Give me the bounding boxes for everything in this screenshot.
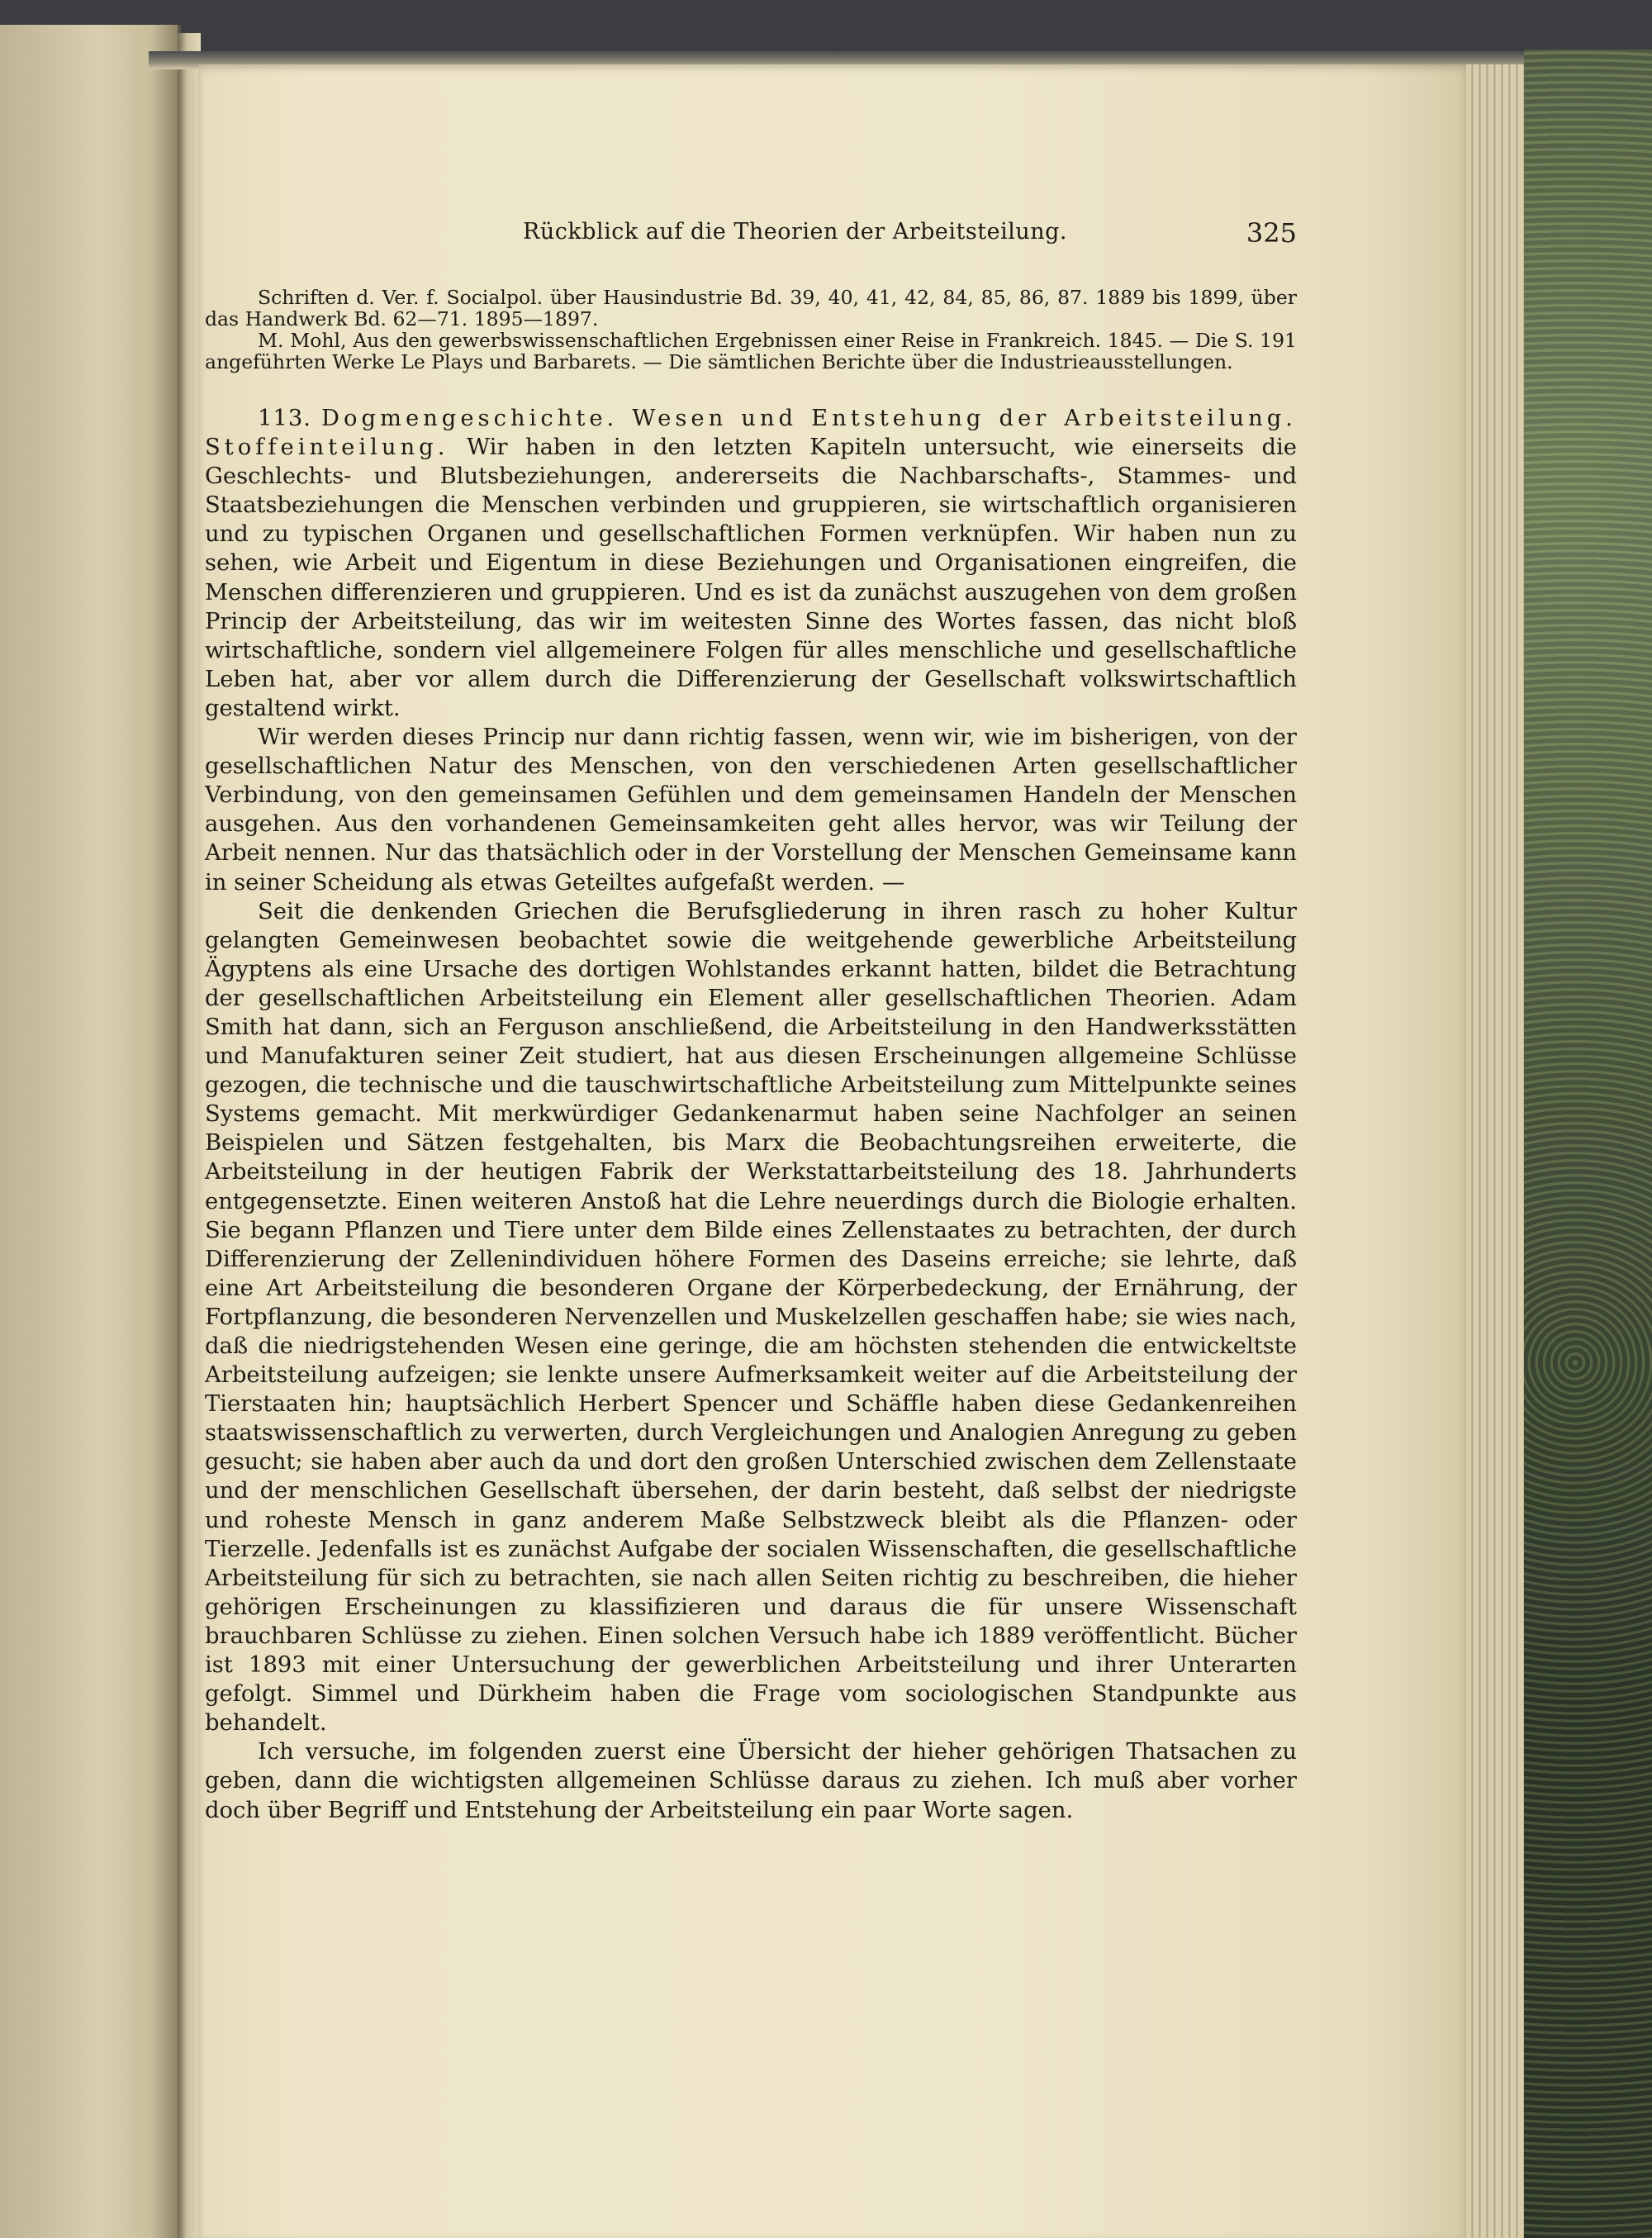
reference-entry: M. Mohl, Aus den gewerbswissenschaftlichen Ergebnissen einer Reise in Frankreich. 1845. — Die S. 191 angeführten Werke Le Plays und Barbarets. — Die sämtlichen Berichte über die Industrieausstellungen.	[205, 329, 1297, 373]
running-head: Rückblick auf die Theorien der Arbeitsteilung.	[523, 219, 1067, 245]
page-content	[205, 219, 1297, 1825]
page-stack-edge	[1466, 64, 1524, 2238]
body-paragraph: Ich versuche, im folgenden zuerst eine Übersicht der hieher gehörigen Thatsachen zu geben, dann die wichtigsten allgemeinen Schlüsse daraus zu ziehen. Ich muß aber vorher doch über Begriff und Entstehung der Arbeitsteilung ein paar Worte sagen.	[205, 1739, 1297, 1823]
reference-entry: Schriften d. Ver. f. Socialpol. über Hausindustrie Bd. 39, 40, 41, 42, 84, 85, 86, 87. 1889 bis 1899, über das Handwerk Bd. 62—71. 1895—1897.	[205, 286, 1297, 330]
marbled-cover	[1524, 50, 1652, 2238]
section-lead: Wir haben in den letzten Kapiteln untersucht, wie einerseits die Geschlechts- und Blutsbeziehungen, andererseits die Nachbarschafts-, Stammes- und Staatsbeziehungen die Menschen verbinden und gruppieren, sie wirtschaftlich organisieren und zu typischen Organen und gesellschaftlichen Formen verknüpfen. Wir haben nun zu sehen, wie Arbeit und Eigentum in diese Beziehungen und Organisationen eingreifen, die Menschen differenzieren und gruppieren. Und es ist da zunächst auszugehen von dem großen Princip der Arbeitsteilung, das wir im weitesten Sinne des Wortes fassen, das nicht bloß wirtschaftliche, sondern viel allgemeinere Folgen für alles menschliche und gesellschaftliche Leben hat, aber vor allem durch die Differenzierung der Gesellschaft volkswirtschaftlich gestaltend wirkt.	[205, 435, 1297, 721]
section-paragraph	[205, 404, 1297, 723]
left-page-edge	[0, 25, 181, 2238]
body-paragraph: Seit die denkenden Griechen die Berufsgliederung in ihren rasch zu hoher Kultur gelangten Gemeinwesen beobachtet sowie die weitgehende gewerbliche Arbeitsteilung Ägyptens als eine Ursache des dortigen Wohlstandes erkannt hatten, bildet die Betrachtung der gesellschaftlichen Arbeitsteilung ein Element aller gesellschaftlichen Theorien. Adam Smith hat dann, sich an Ferguson anschließend, die Arbeitsteilung in den Handwerksstätten und Manufakturen seiner Zeit studiert, hat aus diesen Erscheinungen allgemeine Schlüsse gezogen, die technische und die tauschwirtschaftliche Arbeitsteilung zum Mittelpunkte seines Systems gemacht. Mit merkwürdiger Gedankenarmut haben seine Nachfolger an seinen Beispielen und Sätzen festgehalten, bis Marx die Beobachtungsreihen erweiterte, die Arbeitsteilung in der heutigen Fabrik der Werkstattarbeitsteilung des 18. Jahrhunderts entgegensetzte. Einen weiteren Anstoß hat die Lehre neuerdings durch die Biologie erhalten. Sie begann Pflanzen und Tiere unter dem Bilde eines Zellenstaates zu betrachten, der durch Differenzierung der Zellenindividuen höhere Formen des Daseins erreiche; sie lehrte, daß eine Art Arbeitsteilung die besonderen Organe der Körperbedeckung, der Ernährung, der Fortpflanzung, die besonderen Nervenzellen und Muskelzellen geschaffen habe; sie wies nach, daß die niedrigstehenden Wesen eine geringe, die am höchsten stehenden die entwickeltste Arbeitsteilung aufzeigen; sie lenkte unsere Aufmerksamkeit weiter auf die Arbeitsteilung der Tierstaaten hin; hauptsächlich Herbert Spencer und Schäffle haben diese Gedankenreihen staatswissenschaftlich zu verwerten, durch Vergleichungen und Analogien Anregung zu geben gesucht; sie haben aber auch da und dort den großen Unterschied zwischen dem Zellenstaate und der menschlichen Gesellschaft übersehen, der darin besteht, daß selbst der niedrigste und roheste Mensch in ganz anderem Maße Selbstzweck bleibt als die Pflanzen- oder Tierzelle. Jedenfalls ist es zunächst Aufgabe der socialen Wissenschaften, die gesellschaftliche Arbeitsteilung für sich zu betrachten, sie nach allen Seiten richtig zu beschreiben, die hieher gehörigen Erscheinungen zu klassifizieren und daraus die für unsere Wissenschaft brauchbaren Schlüsse zu ziehen. Einen solchen Versuch habe ich 1889 veröffentlicht. Bücher ist 1893 mit einer Untersuchung der gewerblichen Arbeitsteilung und ihrer Unterarten gefolgt. Simmel und Dürkheim haben die Frage vom sociologischen Standpunkte aus behandelt.	[205, 898, 1297, 1737]
page-header	[205, 219, 1297, 260]
reference-block	[205, 287, 1297, 373]
page-number: 325	[1246, 217, 1297, 249]
section-title: Dogmengeschichte. Wesen und Entstehung der Arbeitsteilung. Stoffeinteilung.	[205, 406, 1297, 461]
main-text	[205, 404, 1297, 1825]
body-paragraph: Wir werden dieses Princip nur dann richtig fassen, wenn wir, wie im bisherigen, von der gesellschaftlichen Natur des Menschen, von den verschiedenen Arten gesellschaftlicher Verbindung, von den gemeinsamen Gefühlen und dem gemeinsamen Handeln der Menschen ausgehen. Aus den vorhandenen Gemeinsamkeiten geht alles hervor, was wir Teilung der Arbeit nennen. Nur das thatsächlich oder in der Vorstellung der Menschen Gemeinsame kann in seiner Scheidung als etwas Geteiltes aufgefaßt werden. —	[205, 725, 1297, 896]
section-number: 113.	[258, 406, 311, 431]
book-gutter	[178, 33, 201, 2238]
